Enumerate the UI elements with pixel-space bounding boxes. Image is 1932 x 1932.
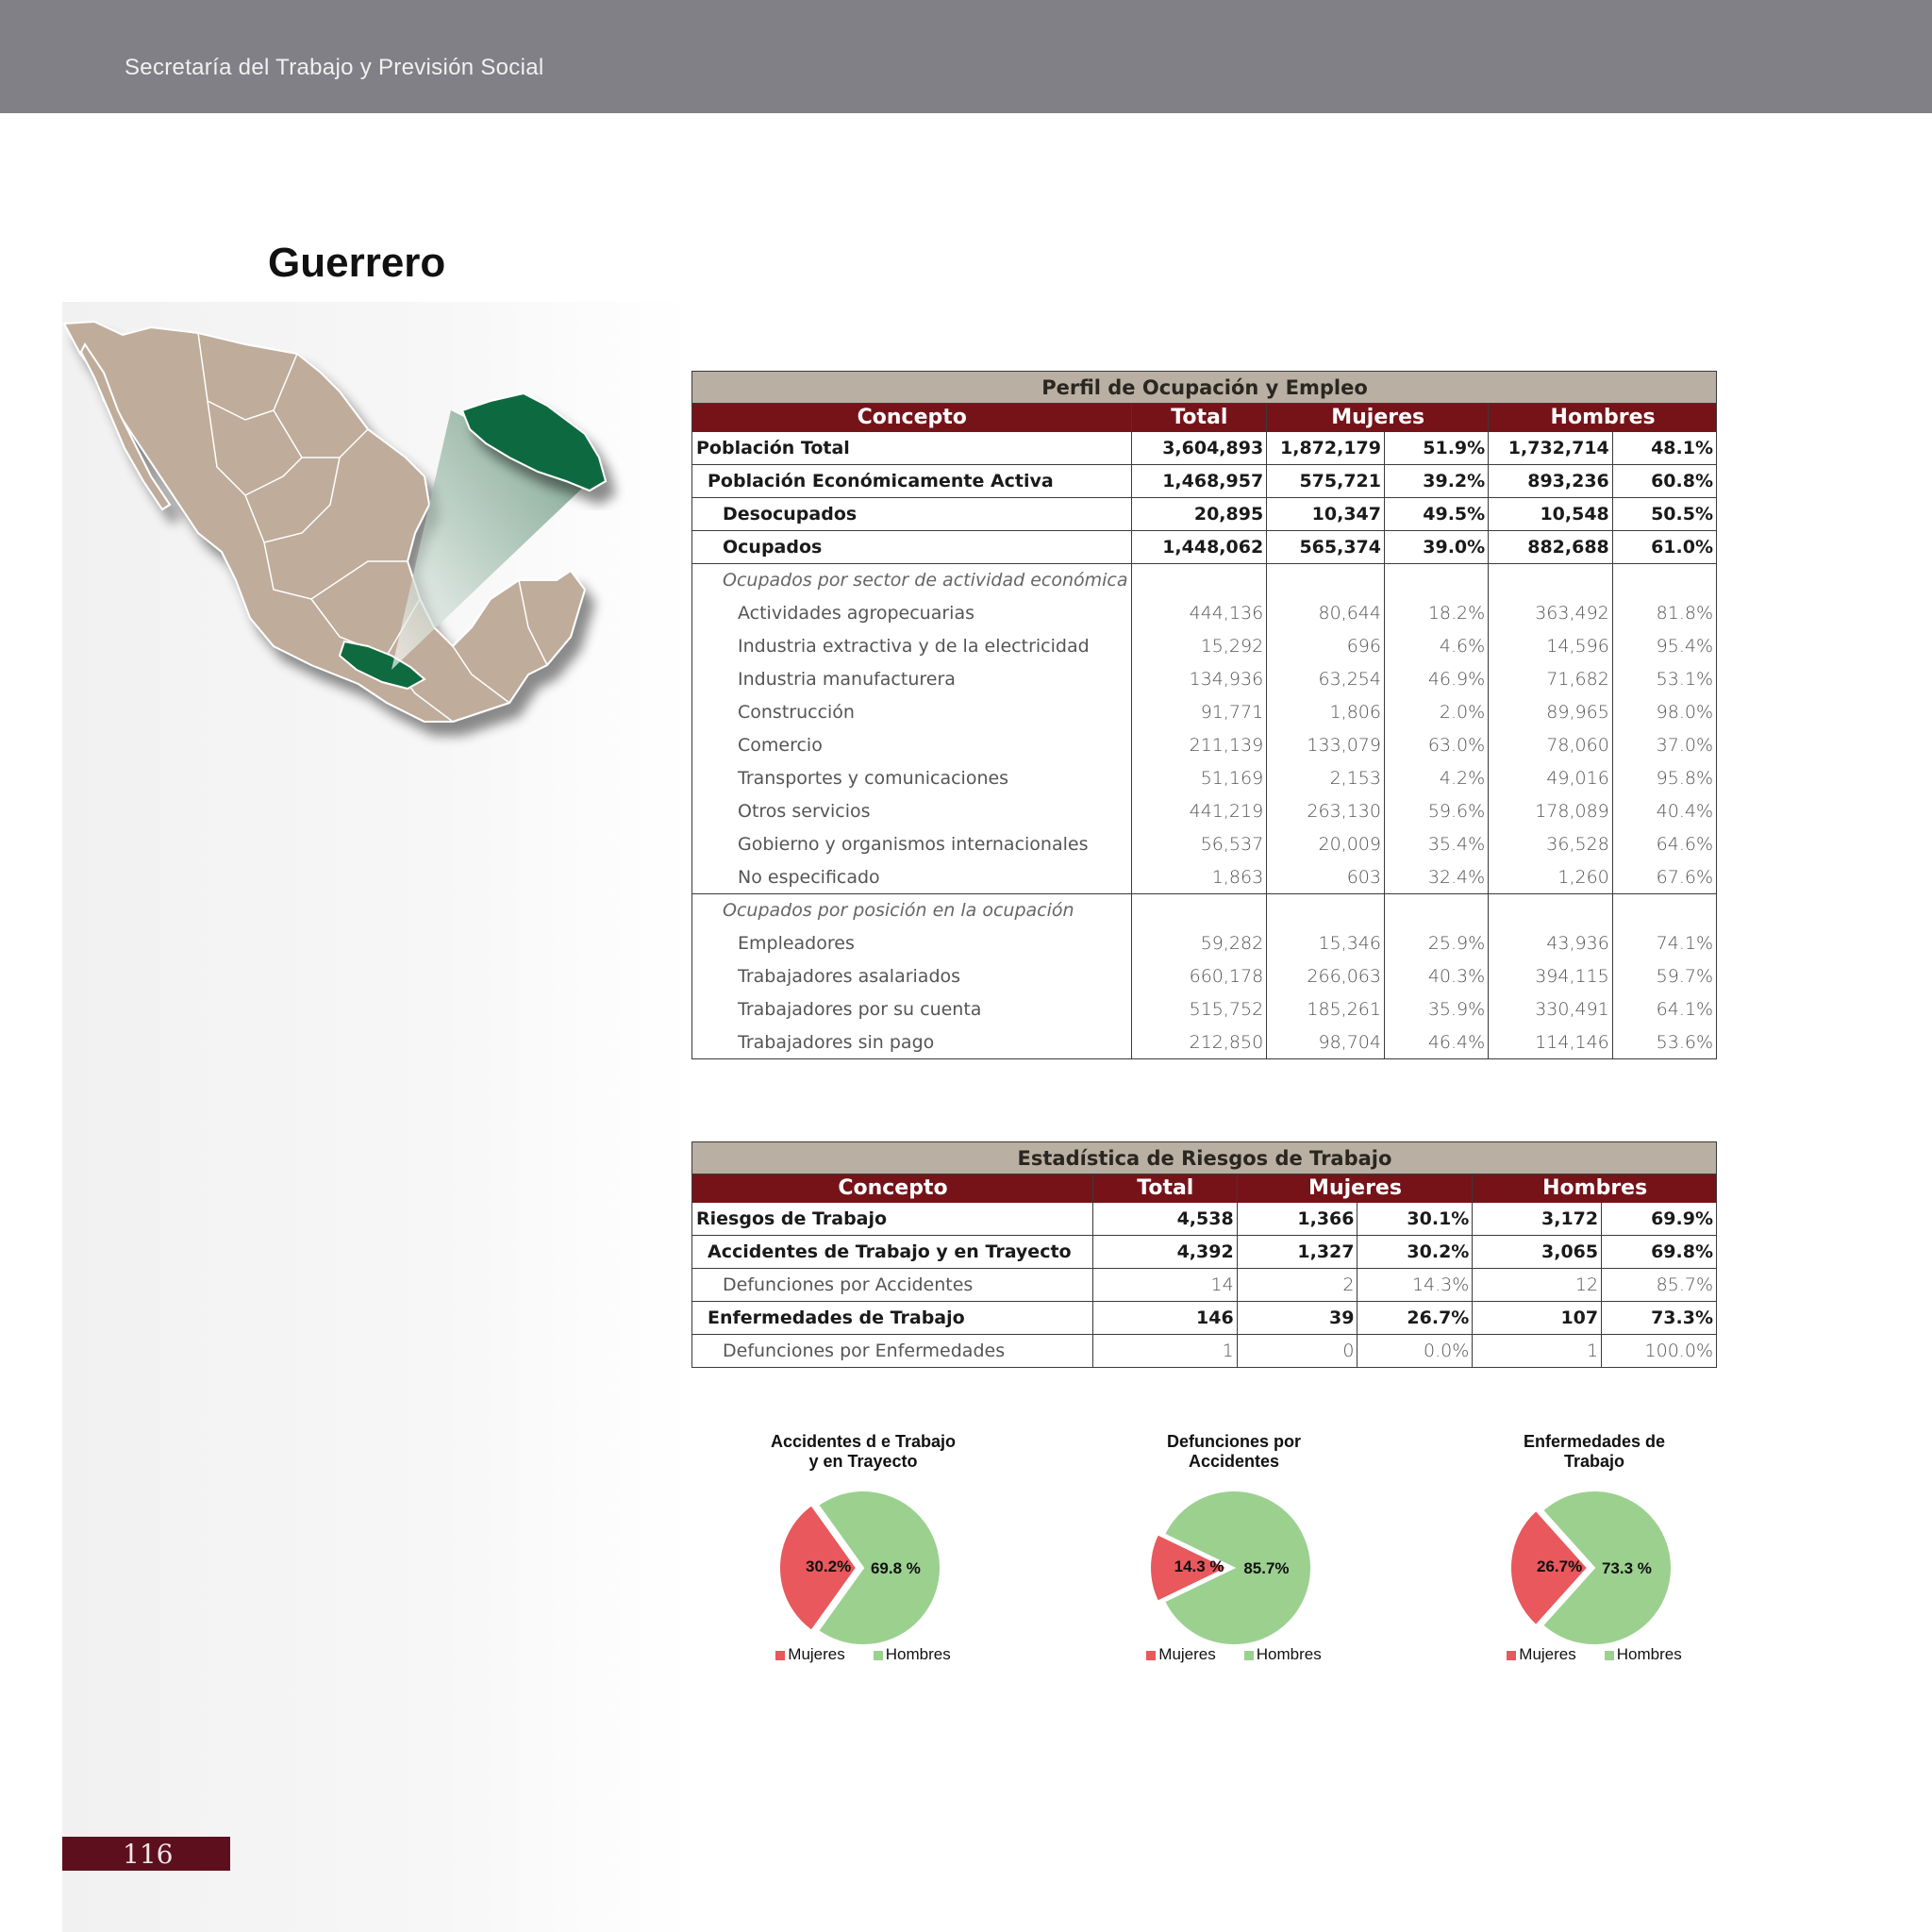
row-label: Industria extractiva y de la electricidad <box>692 630 1132 663</box>
row-value: 3,172 <box>1473 1203 1602 1236</box>
row-value: 61.0% <box>1612 531 1716 564</box>
row-value: 441,219 <box>1131 795 1267 828</box>
state-title: Guerrero <box>268 240 446 286</box>
row-value: 98.0% <box>1612 696 1716 729</box>
organization-name: Secretaría del Trabajo y Previsión Social <box>125 55 544 80</box>
table-row <box>692 960 1717 993</box>
row-value: 40.4% <box>1612 795 1716 828</box>
row-value: 2 <box>1237 1269 1357 1302</box>
col-concepto: Concepto <box>692 404 1132 432</box>
row-value: 882,688 <box>1489 531 1613 564</box>
row-value: 444,136 <box>1131 597 1267 630</box>
row-value: 107 <box>1473 1302 1602 1335</box>
legend-label: Mujeres <box>1519 1645 1576 1663</box>
row-value <box>1384 894 1488 927</box>
row-value: 100.0% <box>1602 1335 1717 1368</box>
row-value: 64.1% <box>1612 993 1716 1026</box>
row-value: 20,895 <box>1131 498 1267 531</box>
row-value: 0 <box>1237 1335 1357 1368</box>
row-value: 49.5% <box>1384 498 1488 531</box>
row-value: 39 <box>1237 1302 1357 1335</box>
row-value: 95.4% <box>1612 630 1716 663</box>
table-row <box>692 894 1717 927</box>
row-value <box>1131 894 1267 927</box>
row-value: 63,254 <box>1267 663 1385 696</box>
table-row <box>692 729 1717 762</box>
row-label: Defunciones por Accidentes <box>692 1269 1093 1302</box>
row-value: 32.4% <box>1384 861 1488 894</box>
row-value: 2.0% <box>1384 696 1488 729</box>
row-label: Población Total <box>692 432 1132 465</box>
table-row <box>692 531 1717 564</box>
row-value: 25.9% <box>1384 927 1488 960</box>
page-number: 116 <box>123 1839 174 1870</box>
col-concepto: Concepto <box>692 1174 1093 1203</box>
row-value: 46.9% <box>1384 663 1488 696</box>
row-label: Trabajadores asalariados <box>692 960 1132 993</box>
row-value: 394,115 <box>1489 960 1613 993</box>
row-value: 51,169 <box>1131 762 1267 795</box>
pie-chart <box>1111 1472 1357 1645</box>
row-label: Ocupados por sector de actividad económica <box>692 564 1132 597</box>
row-label: Ocupados por posición en la ocupación <box>692 894 1132 927</box>
row-value: 14.3% <box>1357 1269 1473 1302</box>
col-total: Total <box>1092 1174 1237 1203</box>
row-value <box>1489 894 1613 927</box>
row-value <box>1612 894 1716 927</box>
row-value: 893,236 <box>1489 465 1613 498</box>
row-label: Transportes y comunicaciones <box>692 762 1132 795</box>
row-label: Población Económicamente Activa <box>692 465 1132 498</box>
row-value: 1,806 <box>1267 696 1385 729</box>
row-value: 26.7% <box>1357 1302 1473 1335</box>
row-value: 89,965 <box>1489 696 1613 729</box>
row-value: 696 <box>1267 630 1385 663</box>
row-value: 64.6% <box>1612 828 1716 861</box>
table-row <box>692 993 1717 1026</box>
row-value: 266,063 <box>1267 960 1385 993</box>
row-value: 1,863 <box>1131 861 1267 894</box>
row-label: Gobierno y organismos internacionales <box>692 828 1132 861</box>
row-value: 35.4% <box>1384 828 1488 861</box>
pie-data-label: 85.7% <box>1243 1559 1290 1577</box>
pie-title-line: Accidentes <box>1188 1452 1280 1471</box>
row-value: 1,327 <box>1237 1236 1357 1269</box>
legend-swatch <box>1605 1651 1614 1660</box>
row-value: 2,153 <box>1267 762 1385 795</box>
row-value <box>1267 894 1385 927</box>
table-row <box>692 762 1717 795</box>
legend-label: Mujeres <box>788 1645 845 1663</box>
row-value: 10,347 <box>1267 498 1385 531</box>
row-value: 95.8% <box>1612 762 1716 795</box>
row-value: 59,282 <box>1131 927 1267 960</box>
table-row <box>692 630 1717 663</box>
perfil-table <box>691 371 1717 1059</box>
pie-enfermedades <box>1472 1432 1717 1664</box>
row-value: 1,468,957 <box>1131 465 1267 498</box>
pie-title-line: Enfermedades de <box>1523 1432 1666 1451</box>
row-label: Otros servicios <box>692 795 1132 828</box>
legend-swatch <box>1244 1651 1254 1660</box>
row-label: Trabajadores por su cuenta <box>692 993 1132 1026</box>
pie-accidentes <box>741 1432 986 1664</box>
row-value: 59.7% <box>1612 960 1716 993</box>
row-label: Empleadores <box>692 927 1132 960</box>
riesgos-table <box>691 1141 1717 1368</box>
pie-title <box>741 1432 986 1472</box>
row-value: 660,178 <box>1131 960 1267 993</box>
row-value: 1,872,179 <box>1267 432 1385 465</box>
row-value: 146 <box>1092 1302 1237 1335</box>
row-value: 1,366 <box>1237 1203 1357 1236</box>
pie-defunciones-accidentes <box>1111 1432 1357 1664</box>
table-row <box>692 564 1717 597</box>
row-value: 43,936 <box>1489 927 1613 960</box>
row-label: Riesgos de Trabajo <box>692 1203 1093 1236</box>
legend-item <box>1507 1645 1575 1664</box>
row-value: 18.2% <box>1384 597 1488 630</box>
row-value: 1,260 <box>1489 861 1613 894</box>
legend-swatch <box>1507 1651 1516 1660</box>
row-value: 114,146 <box>1489 1026 1613 1059</box>
pie-chart <box>1472 1472 1717 1645</box>
pie-legend <box>1472 1645 1717 1664</box>
row-label: Accidentes de Trabajo y en Trayecto <box>692 1236 1093 1269</box>
row-value: 85.7% <box>1602 1269 1717 1302</box>
row-value: 39.2% <box>1384 465 1488 498</box>
table-row <box>692 1302 1717 1335</box>
legend-label: Mujeres <box>1158 1645 1216 1663</box>
row-value: 78,060 <box>1489 729 1613 762</box>
row-value: 67.6% <box>1612 861 1716 894</box>
perfil-caption: Perfil de Ocupación y Empleo <box>692 372 1717 404</box>
legend-item <box>874 1645 951 1664</box>
row-value: 133,079 <box>1267 729 1385 762</box>
legend-label: Hombres <box>885 1645 951 1663</box>
table-row <box>692 1335 1717 1368</box>
row-value: 60.8% <box>1612 465 1716 498</box>
pie-data-label: 30.2% <box>805 1557 852 1575</box>
legend-item <box>1605 1645 1682 1664</box>
table-row <box>692 1203 1717 1236</box>
row-value: 69.9% <box>1602 1203 1717 1236</box>
row-value: 134,936 <box>1131 663 1267 696</box>
row-label: Trabajadores sin pago <box>692 1026 1132 1059</box>
row-value: 51.9% <box>1384 432 1488 465</box>
pie-data-label: 14.3 % <box>1174 1557 1224 1575</box>
row-value <box>1489 564 1613 597</box>
table-row <box>692 927 1717 960</box>
row-value: 59.6% <box>1384 795 1488 828</box>
row-value: 1 <box>1092 1335 1237 1368</box>
row-label: Industria manufacturera <box>692 663 1132 696</box>
page-number-box <box>62 1837 230 1871</box>
row-value: 74.1% <box>1612 927 1716 960</box>
pie-title-line: y en Trayecto <box>808 1452 918 1471</box>
table-row <box>692 465 1717 498</box>
pie-title <box>1111 1432 1357 1472</box>
row-value: 1,448,062 <box>1131 531 1267 564</box>
row-label: No especificado <box>692 861 1132 894</box>
row-value: 603 <box>1267 861 1385 894</box>
row-value: 53.1% <box>1612 663 1716 696</box>
pie-title-line: Trabajo <box>1563 1452 1625 1471</box>
row-value: 30.1% <box>1357 1203 1473 1236</box>
row-value: 48.1% <box>1612 432 1716 465</box>
row-value: 37.0% <box>1612 729 1716 762</box>
row-value: 4.6% <box>1384 630 1488 663</box>
row-label: Construcción <box>692 696 1132 729</box>
row-value: 73.3% <box>1602 1302 1717 1335</box>
table-row <box>692 696 1717 729</box>
legend-swatch <box>775 1651 785 1660</box>
legend-label: Hombres <box>1256 1645 1322 1663</box>
row-value <box>1384 564 1488 597</box>
table-row <box>692 861 1717 894</box>
row-value <box>1267 564 1385 597</box>
pie-data-label: 26.7% <box>1536 1557 1583 1575</box>
pie-data-label: 69.8 % <box>870 1559 921 1577</box>
pie-title-line: Defunciones por <box>1166 1432 1301 1451</box>
row-value: 81.8% <box>1612 597 1716 630</box>
row-value: 91,771 <box>1131 696 1267 729</box>
row-value: 10,548 <box>1489 498 1613 531</box>
header-bar <box>0 0 1932 113</box>
row-value: 80,644 <box>1267 597 1385 630</box>
table-row <box>692 663 1717 696</box>
row-value <box>1612 564 1716 597</box>
legend-item <box>1146 1645 1215 1664</box>
row-value: 263,130 <box>1267 795 1385 828</box>
row-value: 15,346 <box>1267 927 1385 960</box>
row-value: 212,850 <box>1131 1026 1267 1059</box>
row-value: 4,538 <box>1092 1203 1237 1236</box>
row-value: 39.0% <box>1384 531 1488 564</box>
row-value: 50.5% <box>1612 498 1716 531</box>
row-value: 20,009 <box>1267 828 1385 861</box>
row-value: 30.2% <box>1357 1236 1473 1269</box>
row-value: 12 <box>1473 1269 1602 1302</box>
table-row <box>692 432 1717 465</box>
row-value: 49,016 <box>1489 762 1613 795</box>
pie-title <box>1472 1432 1717 1472</box>
col-total: Total <box>1131 404 1267 432</box>
row-value: 1 <box>1473 1335 1602 1368</box>
pie-title-line: Accidentes d e Trabajo <box>770 1432 957 1451</box>
row-value: 575,721 <box>1267 465 1385 498</box>
row-value: 35.9% <box>1384 993 1488 1026</box>
row-label: Enfermedades de Trabajo <box>692 1302 1093 1335</box>
row-value: 71,682 <box>1489 663 1613 696</box>
row-value: 0.0% <box>1357 1335 1473 1368</box>
pie-data-label: 73.3 % <box>1601 1559 1652 1577</box>
row-value: 4,392 <box>1092 1236 1237 1269</box>
legend-label: Hombres <box>1616 1645 1682 1663</box>
row-value: 63.0% <box>1384 729 1488 762</box>
pie-legend <box>741 1645 986 1664</box>
riesgos-caption: Estadística de Riesgos de Trabajo <box>692 1142 1717 1174</box>
legend-item <box>1244 1645 1322 1664</box>
row-label: Comercio <box>692 729 1132 762</box>
row-value: 98,704 <box>1267 1026 1385 1059</box>
row-value: 14,596 <box>1489 630 1613 663</box>
table-row <box>692 1269 1717 1302</box>
row-value <box>1131 564 1267 597</box>
table-row <box>692 1026 1717 1059</box>
col-hombres: Hombres <box>1489 404 1717 432</box>
row-value: 56,537 <box>1131 828 1267 861</box>
table-row <box>692 597 1717 630</box>
row-value: 15,292 <box>1131 630 1267 663</box>
row-value: 3,604,893 <box>1131 432 1267 465</box>
row-value: 330,491 <box>1489 993 1613 1026</box>
pie-chart <box>741 1472 986 1645</box>
table-row <box>692 1236 1717 1269</box>
row-value: 69.8% <box>1602 1236 1717 1269</box>
row-label: Actividades agropecuarias <box>692 597 1132 630</box>
legend-swatch <box>874 1651 883 1660</box>
row-label: Desocupados <box>692 498 1132 531</box>
row-value: 40.3% <box>1384 960 1488 993</box>
row-value: 1,732,714 <box>1489 432 1613 465</box>
row-value: 363,492 <box>1489 597 1613 630</box>
mexico-map-image <box>57 316 679 759</box>
row-value: 46.4% <box>1384 1026 1488 1059</box>
row-value: 565,374 <box>1267 531 1385 564</box>
col-mujeres: Mujeres <box>1267 404 1489 432</box>
row-label: Defunciones por Enfermedades <box>692 1335 1093 1368</box>
col-hombres: Hombres <box>1473 1174 1717 1203</box>
legend-swatch <box>1146 1651 1156 1660</box>
row-value: 515,752 <box>1131 993 1267 1026</box>
row-value: 14 <box>1092 1269 1237 1302</box>
legend-item <box>775 1645 844 1664</box>
row-value: 178,089 <box>1489 795 1613 828</box>
row-value: 36,528 <box>1489 828 1613 861</box>
row-value: 185,261 <box>1267 993 1385 1026</box>
pie-legend <box>1111 1645 1357 1664</box>
table-row <box>692 795 1717 828</box>
row-value: 211,139 <box>1131 729 1267 762</box>
row-value: 4.2% <box>1384 762 1488 795</box>
row-label: Ocupados <box>692 531 1132 564</box>
col-mujeres: Mujeres <box>1237 1174 1473 1203</box>
row-value: 53.6% <box>1612 1026 1716 1059</box>
table-row <box>692 828 1717 861</box>
row-value: 3,065 <box>1473 1236 1602 1269</box>
table-row <box>692 498 1717 531</box>
